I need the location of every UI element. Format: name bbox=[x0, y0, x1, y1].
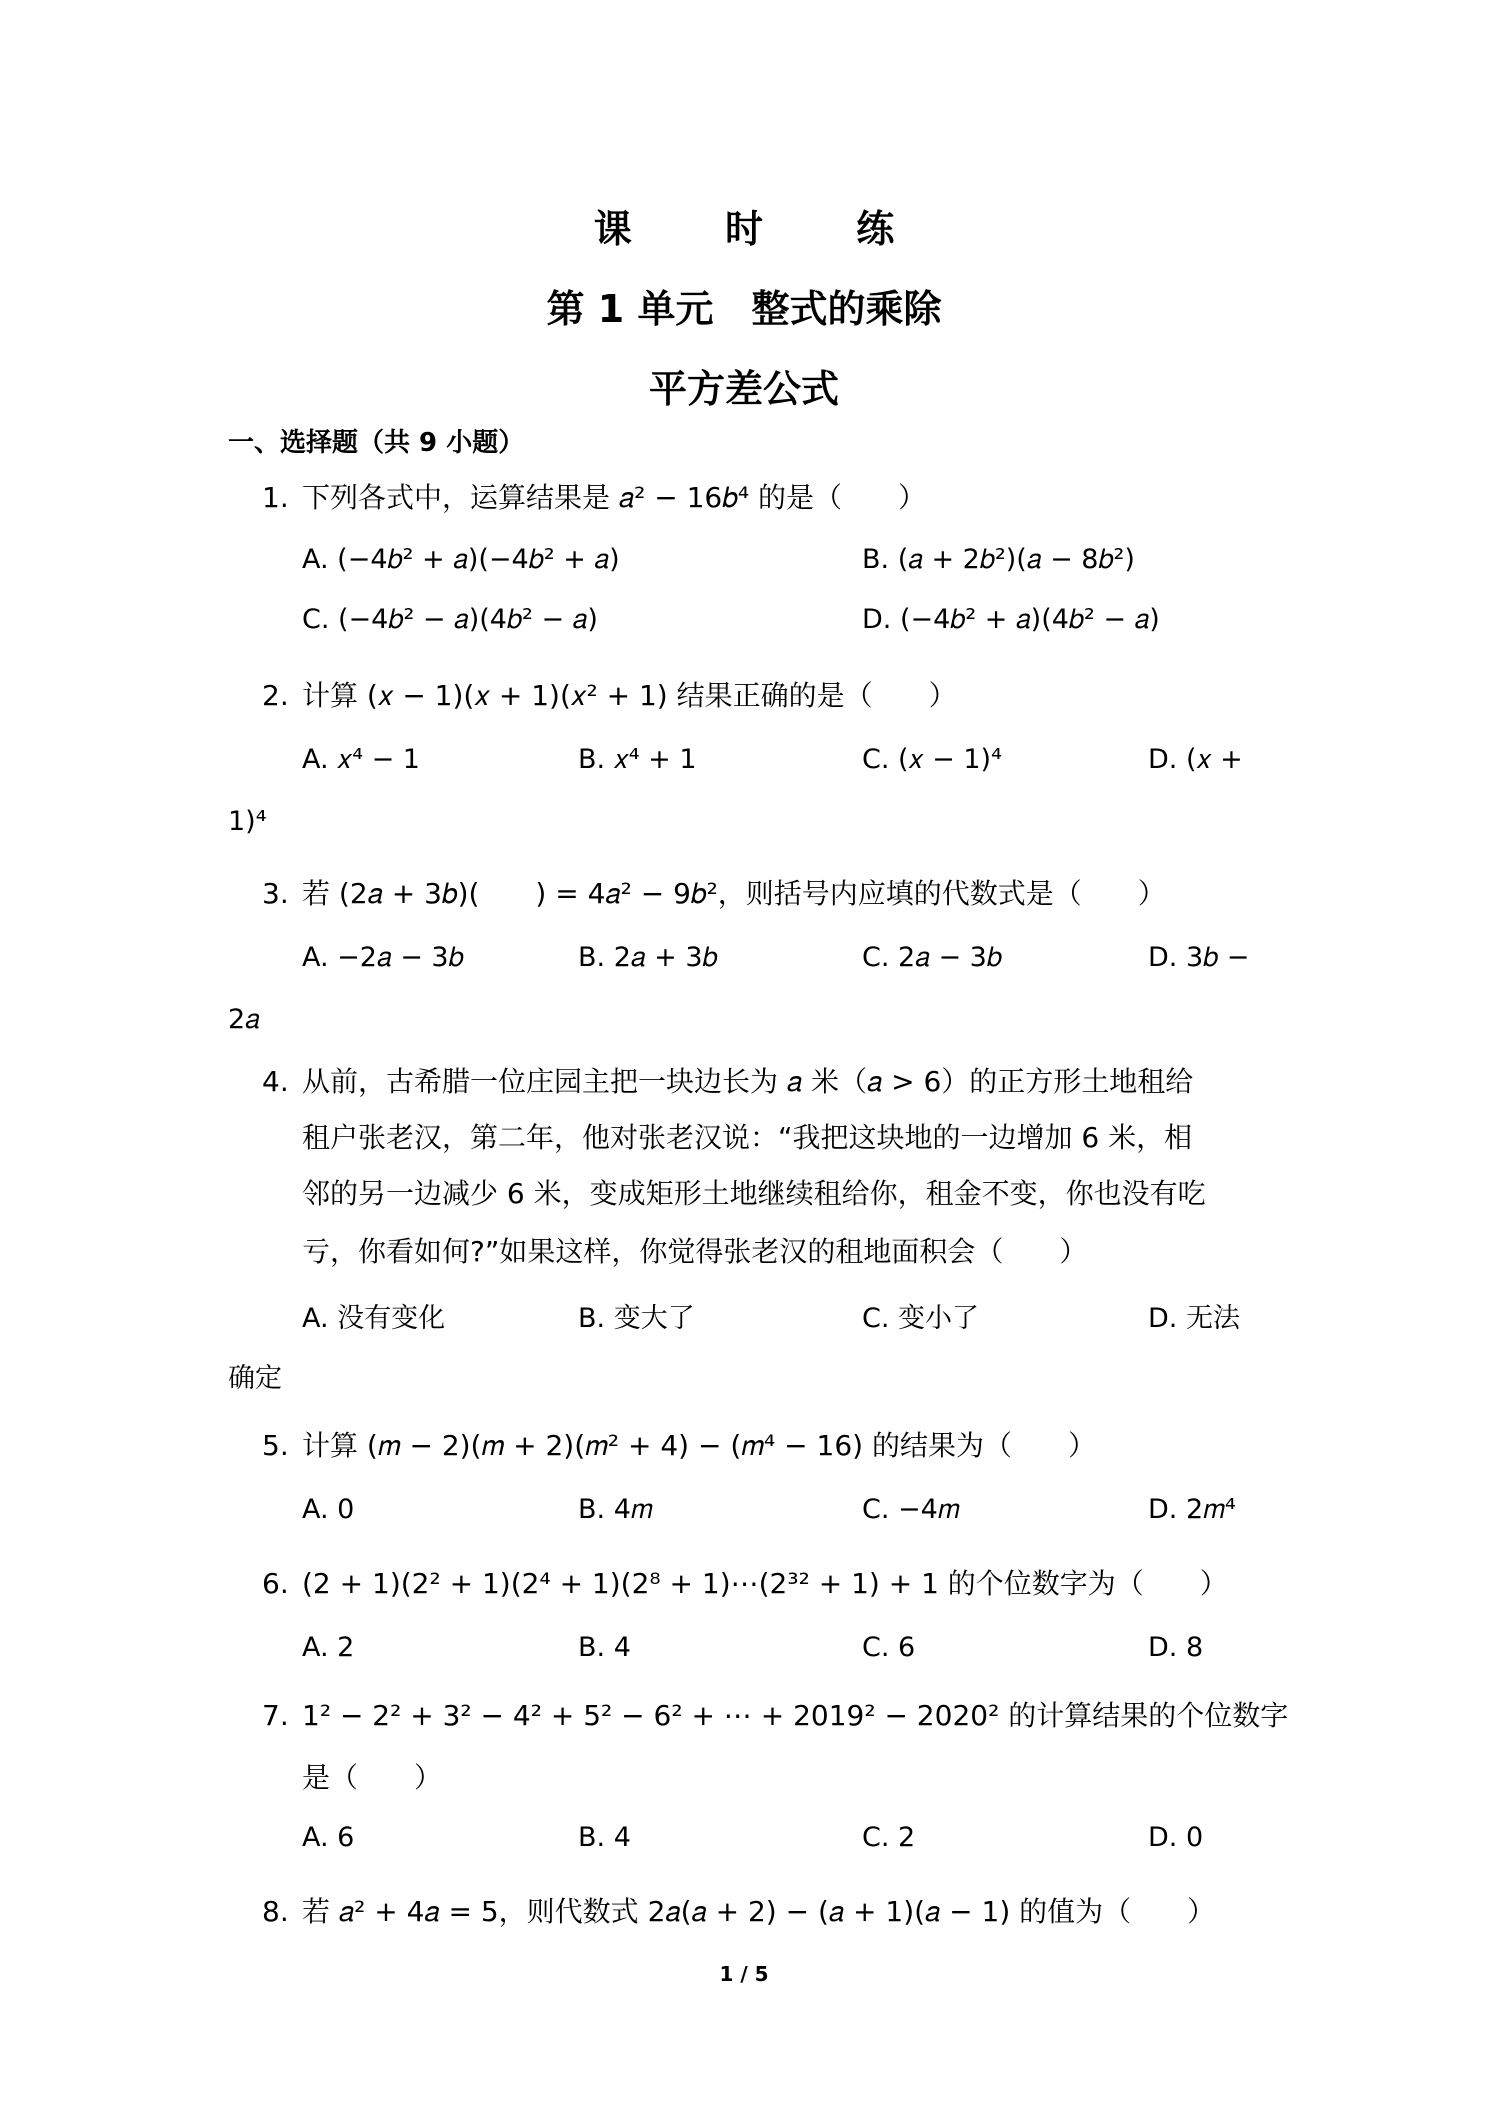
section-heading: 一、选择题（共 9 小题） bbox=[228, 428, 525, 458]
question-text: 计算 (𝑥 − 1)(𝑥 + 1)(𝑥² + 1) 结果正确的是（ ） bbox=[302, 679, 957, 712]
q2-option-b: B. 𝑥⁴ + 1 bbox=[578, 744, 697, 775]
question-number: 7. bbox=[262, 1699, 289, 1732]
q4-option-d: D. 无法 bbox=[1148, 1303, 1240, 1334]
page-number: 1 / 5 bbox=[719, 1962, 769, 1986]
question-text-line-2: 是（ ） bbox=[302, 1761, 443, 1794]
q3-option-d: D. 3𝑏 − bbox=[1148, 942, 1250, 973]
q2-option-d: D. (𝑥 + bbox=[1148, 744, 1243, 775]
question-text: (2 + 1)(2² + 1)(2⁴ + 1)(2⁸ + 1)⋯(2³² + 1) + 1 的个位数字为（ ） bbox=[302, 1567, 1228, 1600]
q4-option-b: B. 变大了 bbox=[578, 1303, 695, 1334]
q5-option-b: B. 4𝑚 bbox=[578, 1494, 653, 1525]
question-number: 3. bbox=[262, 877, 289, 910]
question-6 bbox=[262, 1562, 1228, 1602]
question-text: 下列各式中，运算结果是 𝑎² − 16𝑏⁴ 的是（ ） bbox=[302, 481, 926, 514]
question-text-line-4: 亏，你看如何?”如果这样，你觉得张老汉的租地面积会（ ） bbox=[302, 1235, 1088, 1268]
q7-option-d: D. 0 bbox=[1148, 1822, 1204, 1853]
q6-option-d: D. 8 bbox=[1148, 1632, 1204, 1663]
question-5 bbox=[262, 1424, 1096, 1464]
question-text-line-1: 从前，古希腊一位庄园主把一块边长为 𝑎 米（𝑎 > 6）的正方形土地租给 bbox=[302, 1065, 1194, 1098]
question-text-line-2: 租户张老汉，第二年，他对张老汉说：“我把这块地的一边增加 6 米，相 bbox=[302, 1121, 1193, 1154]
question-4 bbox=[262, 1060, 1193, 1100]
q6-option-b: B. 4 bbox=[578, 1632, 631, 1663]
question-number: 2. bbox=[262, 679, 289, 712]
q5-option-c: C. −4𝑚 bbox=[862, 1494, 960, 1525]
q1-option-b: B. (𝑎 + 2𝑏²)(𝑎 − 8𝑏²) bbox=[862, 544, 1135, 575]
q7-option-c: C. 2 bbox=[862, 1822, 916, 1853]
q3-option-a: A. −2𝑎 − 3𝑏 bbox=[302, 942, 464, 973]
q2-option-d-wrap: 1)⁴ bbox=[228, 806, 267, 837]
question-number: 8. bbox=[262, 1895, 289, 1928]
q4-option-c: C. 变小了 bbox=[862, 1303, 980, 1334]
q1-option-d: D. (−4𝑏² + 𝑎)(4𝑏² − 𝑎) bbox=[862, 604, 1160, 635]
q6-option-c: C. 6 bbox=[862, 1632, 916, 1663]
q5-option-d: D. 2𝑚⁴ bbox=[1148, 1494, 1236, 1525]
q7-option-a: A. 6 bbox=[302, 1822, 355, 1853]
question-text-line-3: 邻的另一边减少 6 米，变成矩形土地继续租给你，租金不变，你也没有吃 bbox=[302, 1177, 1206, 1210]
q2-option-c: C. (𝑥 − 1)⁴ bbox=[862, 744, 1002, 775]
q2-option-a: A. 𝑥⁴ − 1 bbox=[302, 744, 420, 775]
question-number: 1. bbox=[262, 481, 289, 514]
question-text: 若 𝑎² + 4𝑎 = 5，则代数式 2𝑎(𝑎 + 2) − (𝑎 + 1)(𝑎 − 1) 的值为（ ） bbox=[302, 1895, 1216, 1928]
question-number: 6. bbox=[262, 1567, 289, 1600]
page-title: 课 时 练 bbox=[593, 207, 935, 251]
question-number: 5. bbox=[262, 1429, 289, 1462]
question-7 bbox=[262, 1694, 1288, 1734]
q4-option-a: A. 没有变化 bbox=[302, 1303, 446, 1334]
q7-option-b: B. 4 bbox=[578, 1822, 631, 1853]
question-text: 计算 (𝑚 − 2)(𝑚 + 2)(𝑚² + 4) − (𝑚⁴ − 16) 的结果为（ ） bbox=[302, 1429, 1096, 1462]
q3-option-d-wrap: 2𝑎 bbox=[228, 1004, 260, 1035]
question-3 bbox=[262, 872, 1166, 912]
q5-option-a: A. 0 bbox=[302, 1494, 355, 1525]
question-1 bbox=[262, 476, 926, 516]
q3-option-b: B. 2𝑎 + 3𝑏 bbox=[578, 942, 718, 973]
q3-option-c: C. 2𝑎 − 3𝑏 bbox=[862, 942, 1002, 973]
question-text: 若 (2𝑎 + 3𝑏)( ) = 4𝑎² − 9𝑏²，则括号内应填的代数式是（ ） bbox=[302, 877, 1166, 910]
question-text-line-1: 1² − 2² + 3² − 4² + 5² − 6² + ⋯ + 2019² − 2020² 的计算结果的个位数字 bbox=[302, 1699, 1289, 1732]
q1-option-a: A. (−4𝑏² + 𝑎)(−4𝑏² + 𝑎) bbox=[302, 544, 620, 575]
question-number: 4. bbox=[262, 1065, 289, 1098]
unit-title: 第 1 单元 整式的乘除 bbox=[546, 287, 942, 331]
q1-option-c: C. (−4𝑏² − 𝑎)(4𝑏² − 𝑎) bbox=[302, 604, 598, 635]
q4-option-d-wrap: 确定 bbox=[228, 1363, 282, 1394]
topic-title: 平方差公式 bbox=[648, 367, 839, 411]
q6-option-a: A. 2 bbox=[302, 1632, 355, 1663]
question-2 bbox=[262, 674, 957, 714]
question-8 bbox=[262, 1890, 1215, 1930]
